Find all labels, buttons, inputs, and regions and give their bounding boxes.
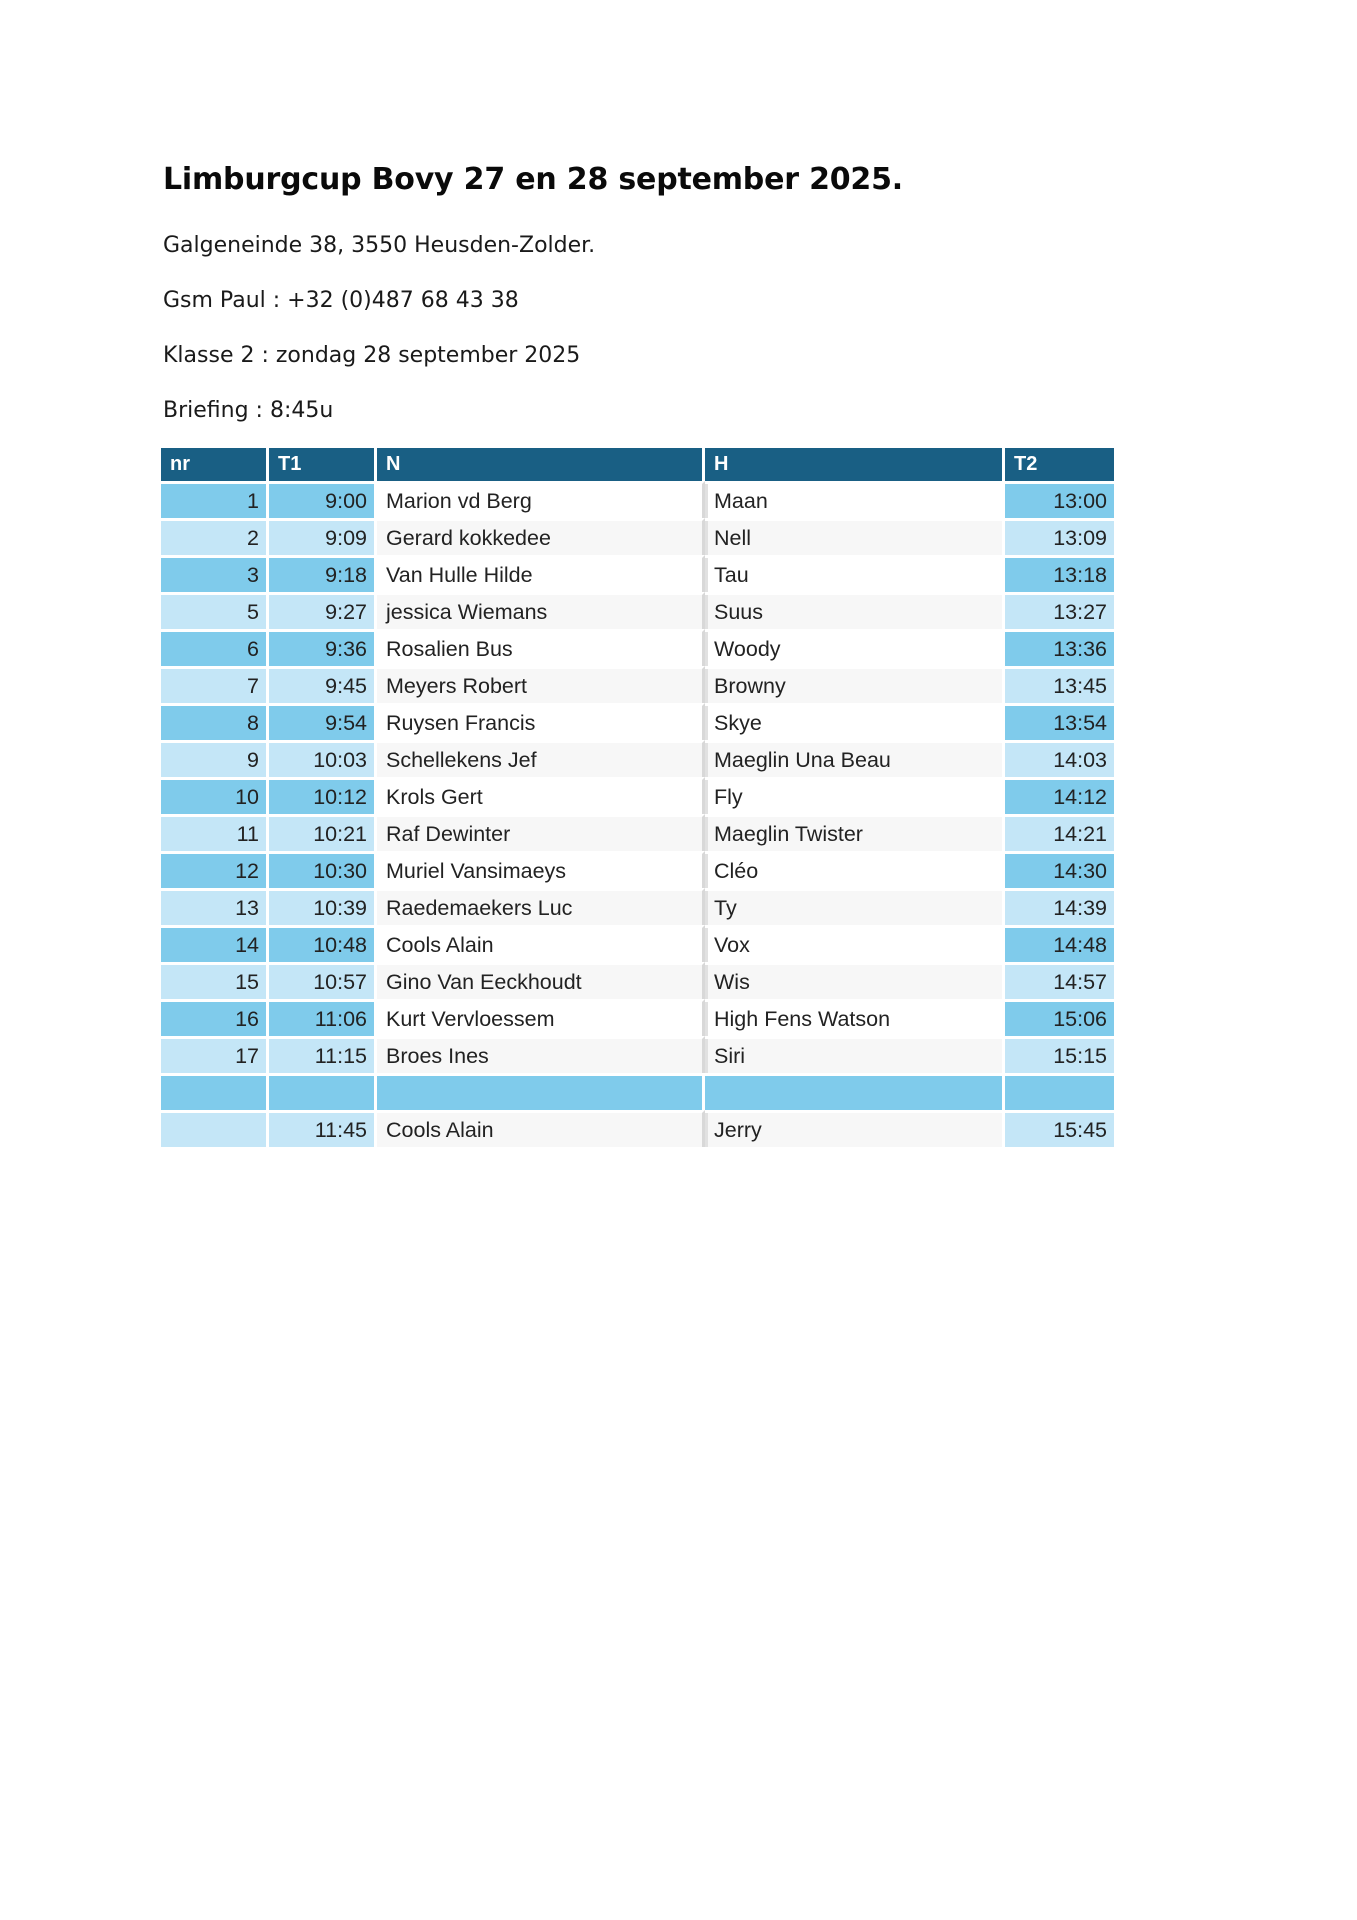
cell-rider-name	[377, 1073, 705, 1110]
header-h: H	[705, 448, 1005, 481]
cell-t1: 11:15	[269, 1036, 377, 1073]
cell-t2: 13:54	[1005, 703, 1114, 740]
cell-t2: 15:06	[1005, 999, 1114, 1036]
cell-t2: 13:45	[1005, 666, 1114, 703]
cell-t2: 14:48	[1005, 925, 1114, 962]
cell-rider-name: Krols Gert	[377, 777, 705, 814]
cell-horse-name: Browny	[705, 666, 1005, 703]
cell-t1: 10:12	[269, 777, 377, 814]
class-line: Klasse 2 : zondag 28 september 2025	[163, 343, 581, 368]
cell-horse-name: Vox	[705, 925, 1005, 962]
table-row	[161, 592, 1114, 629]
cell-nr: 2	[161, 518, 269, 555]
cell-nr	[161, 1073, 269, 1110]
briefing-line: Briefing : 8:45u	[163, 398, 334, 423]
cell-horse-name: Ty	[705, 888, 1005, 925]
cell-horse-name: Suus	[705, 592, 1005, 629]
cell-t1: 10:21	[269, 814, 377, 851]
cell-t1: 9:54	[269, 703, 377, 740]
cell-t2: 14:39	[1005, 888, 1114, 925]
cell-horse-name: Maeglin Twister	[705, 814, 1005, 851]
cell-rider-name: Schellekens Jef	[377, 740, 705, 777]
cell-t2: 14:30	[1005, 851, 1114, 888]
cell-t1: 11:06	[269, 999, 377, 1036]
cell-t1: 10:57	[269, 962, 377, 999]
cell-t1: 9:45	[269, 666, 377, 703]
cell-t2: 13:09	[1005, 518, 1114, 555]
cell-horse-name: Fly	[705, 777, 1005, 814]
cell-nr: 9	[161, 740, 269, 777]
table-row	[161, 1073, 1114, 1110]
cell-t2: 15:15	[1005, 1036, 1114, 1073]
cell-rider-name: Muriel Vansimaeys	[377, 851, 705, 888]
cell-rider-name: Raedemaekers Luc	[377, 888, 705, 925]
cell-t2: 13:36	[1005, 629, 1114, 666]
cell-t1: 9:36	[269, 629, 377, 666]
table-row	[161, 629, 1114, 666]
cell-t1: 9:00	[269, 481, 377, 518]
cell-horse-name	[705, 1073, 1005, 1110]
address-line: Galgeneinde 38, 3550 Heusden-Zolder.	[163, 233, 596, 258]
cell-t1: 10:03	[269, 740, 377, 777]
cell-nr: 8	[161, 703, 269, 740]
cell-horse-name: Nell	[705, 518, 1005, 555]
cell-t1: 10:39	[269, 888, 377, 925]
cell-nr	[161, 1110, 269, 1147]
cell-t2: 14:12	[1005, 777, 1114, 814]
cell-nr: 14	[161, 925, 269, 962]
cell-t2: 14:21	[1005, 814, 1114, 851]
cell-t1: 10:48	[269, 925, 377, 962]
cell-nr: 10	[161, 777, 269, 814]
start-list-table	[161, 448, 1114, 1147]
table-header-row	[161, 448, 1114, 481]
cell-t1: 9:09	[269, 518, 377, 555]
cell-nr: 3	[161, 555, 269, 592]
cell-nr: 13	[161, 888, 269, 925]
cell-nr: 15	[161, 962, 269, 999]
cell-rider-name: Cools Alain	[377, 1110, 705, 1147]
header-n: N	[377, 448, 705, 481]
cell-horse-name: Maeglin Una Beau	[705, 740, 1005, 777]
table-row	[161, 1036, 1114, 1073]
cell-horse-name: Tau	[705, 555, 1005, 592]
table-row	[161, 814, 1114, 851]
cell-t1: 9:27	[269, 592, 377, 629]
table-row	[161, 481, 1114, 518]
cell-nr: 12	[161, 851, 269, 888]
cell-horse-name: High Fens Watson	[705, 999, 1005, 1036]
table-row	[161, 1110, 1114, 1147]
cell-nr: 7	[161, 666, 269, 703]
cell-t1	[269, 1073, 377, 1110]
cell-horse-name: Skye	[705, 703, 1005, 740]
cell-nr: 17	[161, 1036, 269, 1073]
table-row	[161, 888, 1114, 925]
table-row	[161, 999, 1114, 1036]
cell-nr: 16	[161, 999, 269, 1036]
cell-t2: 13:00	[1005, 481, 1114, 518]
cell-horse-name: Maan	[705, 481, 1005, 518]
header-t1: T1	[269, 448, 377, 481]
cell-rider-name: Gerard kokkedee	[377, 518, 705, 555]
cell-rider-name: Ruysen Francis	[377, 703, 705, 740]
cell-rider-name: Raf Dewinter	[377, 814, 705, 851]
cell-nr: 1	[161, 481, 269, 518]
table-row	[161, 777, 1114, 814]
table-row	[161, 555, 1114, 592]
table-body	[161, 481, 1114, 1147]
cell-horse-name: Woody	[705, 629, 1005, 666]
cell-rider-name: jessica Wiemans	[377, 592, 705, 629]
cell-horse-name: Wis	[705, 962, 1005, 999]
cell-t1: 10:30	[269, 851, 377, 888]
cell-rider-name: Rosalien Bus	[377, 629, 705, 666]
cell-t2: 15:45	[1005, 1110, 1114, 1147]
cell-horse-name: Cléo	[705, 851, 1005, 888]
header-t2: T2	[1005, 448, 1114, 481]
cell-rider-name: Broes Ines	[377, 1036, 705, 1073]
cell-t1: 11:45	[269, 1110, 377, 1147]
document-title: Limburgcup Bovy 27 en 28 september 2025.	[163, 162, 903, 197]
table-row	[161, 925, 1114, 962]
cell-rider-name: Gino Van Eeckhoudt	[377, 962, 705, 999]
cell-t1: 9:18	[269, 555, 377, 592]
cell-nr: 11	[161, 814, 269, 851]
table-row	[161, 666, 1114, 703]
cell-t2: 13:18	[1005, 555, 1114, 592]
cell-t2: 14:03	[1005, 740, 1114, 777]
cell-rider-name: Meyers Robert	[377, 666, 705, 703]
cell-t2: 13:27	[1005, 592, 1114, 629]
phone-line: Gsm Paul : +32 (0)487 68 43 38	[163, 288, 519, 313]
cell-nr: 6	[161, 629, 269, 666]
table-row	[161, 962, 1114, 999]
cell-rider-name: Kurt Vervloessem	[377, 999, 705, 1036]
table-row	[161, 740, 1114, 777]
cell-rider-name: Cools Alain	[377, 925, 705, 962]
cell-rider-name: Van Hulle Hilde	[377, 555, 705, 592]
cell-t2	[1005, 1073, 1114, 1110]
cell-horse-name: Jerry	[705, 1110, 1005, 1147]
table-row	[161, 851, 1114, 888]
table-row	[161, 518, 1114, 555]
cell-rider-name: Marion vd Berg	[377, 481, 705, 518]
cell-horse-name: Siri	[705, 1036, 1005, 1073]
cell-t2: 14:57	[1005, 962, 1114, 999]
cell-nr: 5	[161, 592, 269, 629]
header-nr: nr	[161, 448, 269, 481]
table-row	[161, 703, 1114, 740]
